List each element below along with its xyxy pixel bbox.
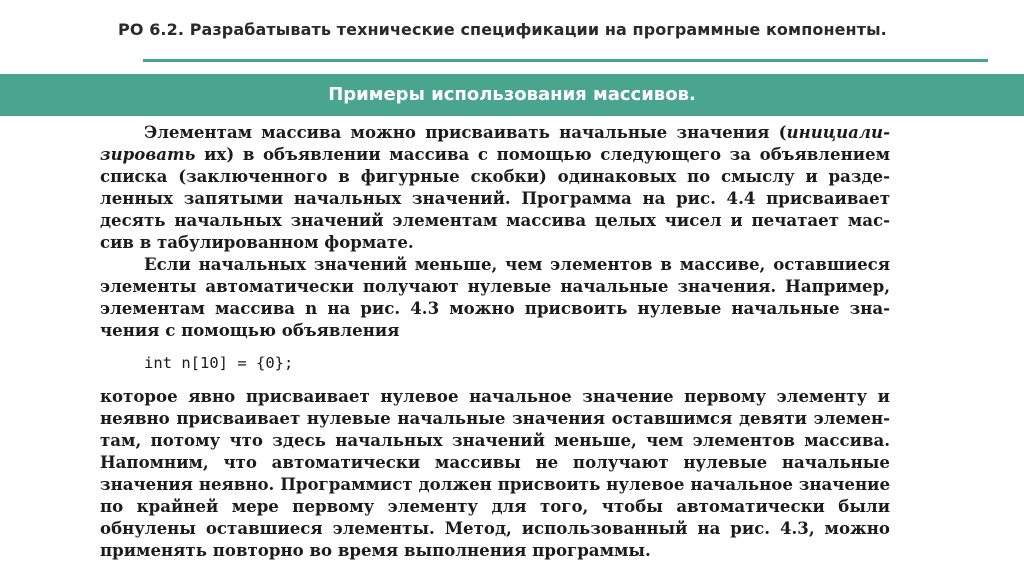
text-line: Если начальных значений меньше, чем элементов в массиве, оставшиеся bbox=[144, 254, 890, 274]
text-line: там, потому что здесь начальных значений меньше, чем элементов массива. bbox=[100, 430, 890, 450]
text-line: обнулены оставшиеся элементы. Метод, использованный на рис. 4.3, можно bbox=[100, 518, 890, 538]
text-line: значения неявно. Программист должен присвоить нулевое начальное значение bbox=[100, 474, 890, 494]
text-line: зировать их) в объявлении массива с помощью следующего за объявлением bbox=[100, 144, 890, 164]
text-line: чения с помощью объявления bbox=[100, 320, 400, 340]
scanned-text-block bbox=[100, 121, 890, 561]
header-divider bbox=[143, 59, 988, 62]
text-line: ленных запятыми начальных значений. Программа на рис. 4.4 присваивает bbox=[100, 188, 890, 208]
text-line: элементы автоматически получают нулевые начальные значения. Например, bbox=[100, 276, 890, 296]
text-line: которое явно присваивает нулевое начальное значение первому элементу и bbox=[100, 386, 890, 406]
text-line: элементам массива n на рис. 4.3 можно присвоить нулевые начальные зна- bbox=[100, 298, 890, 318]
banner-title: Примеры использования массивов. bbox=[328, 84, 696, 105]
text-line: списка (заключенного в фигурные скобки) одинаковых по смыслу и разде- bbox=[100, 166, 890, 186]
text-line: применять повторно во время выполнения программы. bbox=[100, 540, 651, 560]
title-banner bbox=[0, 74, 1024, 116]
text-line: неявно присваивает нулевые начальные значения оставшимся девяти элемен- bbox=[100, 408, 890, 428]
page-header: РО 6.2. Разрабатывать технические спецификации на программные компоненты. bbox=[118, 20, 887, 39]
text-line: Элементам массива можно присваивать начальные значения (инициали- bbox=[144, 122, 890, 142]
text-line: сив в табулированном формате. bbox=[100, 232, 414, 252]
code-snippet: int n[10] = {0}; bbox=[144, 354, 294, 372]
text-line: Напомним, что автоматически массивы не получают нулевые начальные bbox=[100, 452, 890, 472]
text-line: по крайней мере первому элементу для того, чтобы автоматически были bbox=[100, 496, 890, 516]
text-line: десять начальных значений элементам массива целых чисел и печатает мас- bbox=[100, 210, 890, 230]
